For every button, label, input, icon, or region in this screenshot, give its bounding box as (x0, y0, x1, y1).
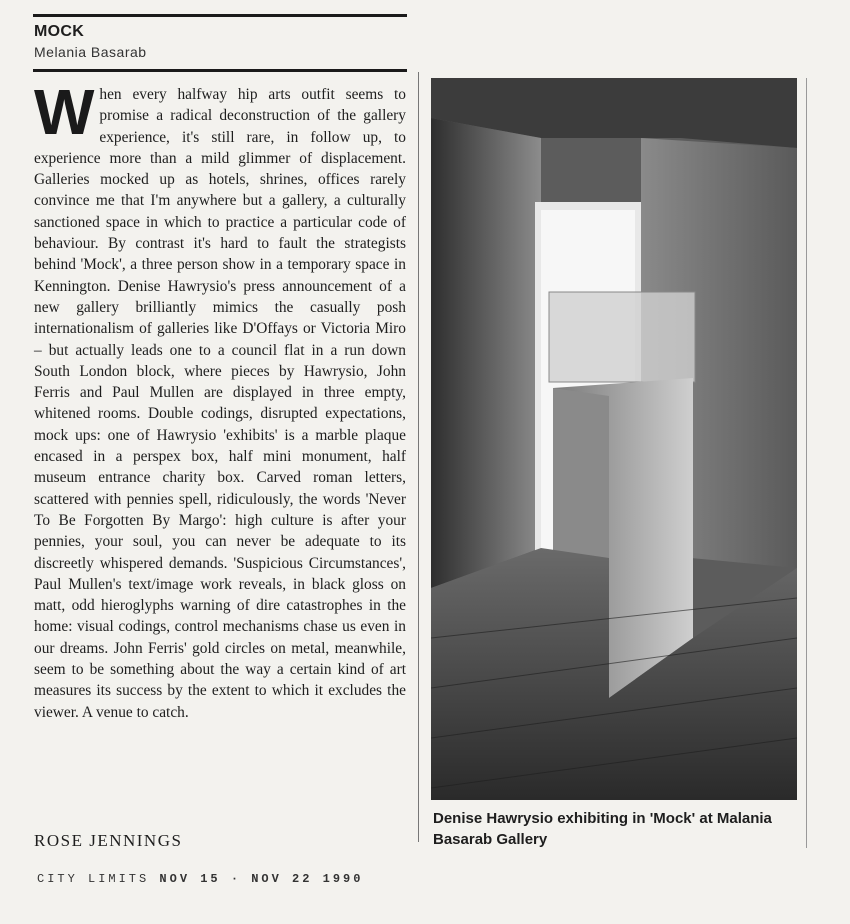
drop-cap: W (34, 76, 95, 148)
photo-caption: Denise Hawrysio exhibiting in 'Mock' at Malania Basarab Gallery (433, 810, 772, 848)
gallery-photo (431, 78, 797, 800)
heading-rule (33, 69, 407, 72)
top-rule (33, 14, 407, 17)
right-divider (806, 78, 807, 848)
byline: ROSE JENNINGS (34, 831, 183, 850)
article-text: hen every halfway hip arts outfit seems to promise a radical deconstruction of the gallery experience, it's still rare, in follow up, to experience more than a mild glimmer of displacement. Galleries mocked up as hotels, shrines, offices rarely convince me that I'm anywhere but a gallery, a culturally sanctioned space in which to practice a particular code of behaviour. By contrast it's hard to fault the strategists behind 'Mock', a three person show in a temporary space in Kennington. Denise Hawrysio's press announcement of a new gallery brilliantly mimics the casually posh internationalism of galleries like D'Offays or Victoria Miro – but actually leads one to a council flat in a run down South London block, where pieces by Hawrysio, John Ferris and Paul Mullen are displayed in three empty, whitened rooms. Double codings, disrupted expectations, mock ups: one of Hawrysio 'exhibits' is a marble plaque encased in a perspex box, half mini monument, half museum entrance charity box. Carved roman letters, scattered with pennies spell, ridiculously, the words 'Never To Be Forgotten By Margo': high culture is after your pennies, your soul, you can never be adequate to its discreetly whispered demands. 'Suspicious Circumstances', Paul Mullen's text/image work reveals, in black gloss on matt, odd hieroglyphs warning of dire catastrophes in the home: visual codings, control mechanisms chase us even in our dreams. John Ferris' gold circles on metal, meanwhile, seem to be something about the way a certain kind of art measures its success by the extent to which it excludes the viewer. A venue to catch. (34, 86, 406, 721)
publication-name: CITY LIMITS (37, 872, 150, 886)
article-body (34, 76, 406, 723)
publication-footer (37, 872, 363, 886)
venue-name: Melania Basarab (34, 44, 147, 60)
section-title: MOCK (34, 23, 85, 40)
column-divider (418, 72, 419, 842)
issue-dates: NOV 15 · NOV 22 1990 (159, 872, 364, 886)
